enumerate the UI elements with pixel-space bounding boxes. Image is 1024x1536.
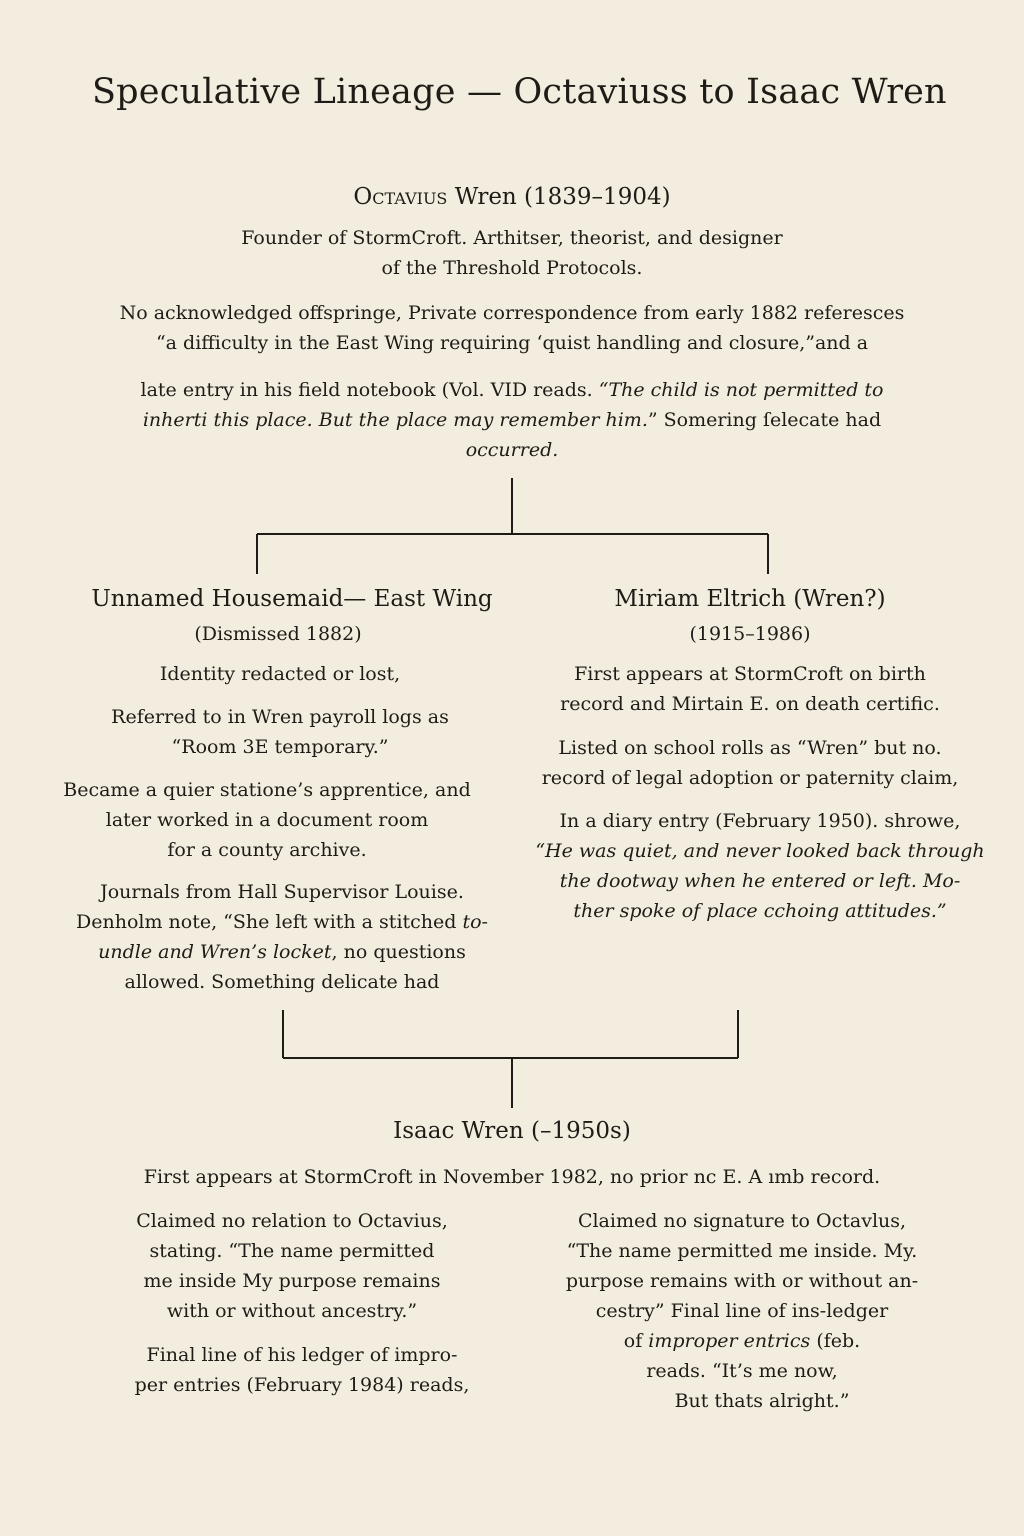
octavius-name-rest: Wren (1839–1904) <box>447 184 671 210</box>
housemaid-italic: to- <box>462 911 488 933</box>
isaac-right-text: (feb. <box>810 1330 861 1352</box>
isaac-left-line: per entries (February 1984) reads, <box>134 1374 470 1396</box>
octavius-quote: “The child is not permitted to <box>598 379 884 401</box>
octavius-quote: inherti this place. But the place may remember him. <box>142 409 648 431</box>
miriam-quote: “He was quiet, and never looked back through <box>535 840 985 862</box>
isaac-name: Isaac Wren (–1950s) <box>393 1118 631 1144</box>
housemaid-subtitle: (Dismissed 1882) <box>194 623 362 645</box>
housemaid-line: allowed. Something delicate had <box>124 971 440 993</box>
housemaid-text: , no questions <box>331 941 466 963</box>
housemaid-p2 <box>70 702 490 762</box>
housemaid-p1: Identity redacted or lost, <box>159 663 401 685</box>
isaac-left-line: Claimed no relation to Octavius, <box>136 1210 448 1232</box>
housemaid-line: later worked in a document room <box>105 809 429 831</box>
isaac-left-line: stating. “The name permitted <box>149 1240 435 1262</box>
isaac-left-line: Final line of his ledger of impro- <box>146 1344 458 1366</box>
housemaid-p4 <box>62 877 502 997</box>
isaac-right-line: cestry” Final line of ins-ledger <box>595 1300 889 1322</box>
miriam-line: First appears at StormCroft on birth <box>574 663 926 685</box>
isaac-right-col <box>512 1206 972 1416</box>
page-title: Speculative Lineage — Octaviuss to Isaac Wren <box>92 72 947 112</box>
octavius-role <box>112 223 912 283</box>
housemaid-italic: undle and Wren’s locket <box>98 941 332 963</box>
octavius-note-end: occurred. <box>465 439 559 461</box>
isaac-right-line: But thats alright.” <box>674 1390 850 1412</box>
octavius-note-line: No acknowledged offspringe, Private correspondence from early 1882 referesces <box>119 302 905 324</box>
octavius-note-line: “a difficulty in the East Wing requiring ‘quist handling and closure,”and a <box>155 332 869 354</box>
housemaid-line: Referred to in Wren payroll logs as <box>111 706 449 728</box>
miriam-quote: ther spoke of place cchoing attitudes.” <box>573 900 947 922</box>
octavius-note-text: ” Somering ſelecate had <box>647 409 882 431</box>
isaac-right-line: reads. “It’s me now, <box>646 1360 838 1382</box>
miriam-line: In a diary entry (February 1950). shrowe, <box>559 810 961 832</box>
housemaid-line: Became a quier statione’s apprentice, and <box>63 779 471 801</box>
miriam-p1 <box>520 659 980 719</box>
isaac-right-line: “The name permitted me inside. My. <box>566 1240 918 1262</box>
isaac-left-line: with or without ancestry.” <box>166 1300 418 1322</box>
housemaid-line: “Room 3E temporary.” <box>171 736 389 758</box>
miriam-subtitle: (1915–1986) <box>689 623 811 645</box>
isaac-right-line: purpose remains with or without an- <box>565 1270 919 1292</box>
miriam-name: Miriam Eltrich (Wren?) <box>614 586 886 612</box>
isaac-right-text: of <box>623 1330 649 1352</box>
miriam-line: record and Mirtain E. on death certific. <box>560 693 940 715</box>
housemaid-name: Unnamed Housemaid— East Wing <box>91 586 493 612</box>
isaac-left-col <box>82 1206 502 1326</box>
isaac-intro: First appears at StormCroft in November 1982, no prior nc E. A ımb record. <box>143 1166 881 1188</box>
octavius-role-line: Founder of StormCroft. Arthitser, theorist, and designer <box>241 227 783 249</box>
miriam-line: Listed on school rolls as “Wren” but no. <box>558 737 942 759</box>
housemaid-text: Denholm note, “She left with a stitched <box>76 911 463 933</box>
housemaid-p3 <box>52 775 482 865</box>
miriam-line: record of legal adoption or paternity claim, <box>541 767 959 789</box>
octavius-name <box>212 184 812 210</box>
isaac-right-italic: improper entrics <box>648 1330 811 1352</box>
octavius-name-first: Octavius <box>353 184 448 210</box>
miriam-p3 <box>520 806 1000 926</box>
isaac-left-line: me inside My purpose remains <box>143 1270 441 1292</box>
isaac-right-line: Claimed no signature to Octavlus, <box>577 1210 907 1232</box>
octavius-note <box>62 298 962 358</box>
octavius-role-line: of the Threshold Protocols. <box>381 257 643 279</box>
miriam-p2 <box>510 733 990 793</box>
isaac-left-ledger <box>82 1340 522 1400</box>
octavius-note-text: late entry in his field notebook (Vol. VID reads. <box>140 379 599 401</box>
octavius-notebook <box>62 375 962 465</box>
housemaid-line: for a county archive. <box>167 839 367 861</box>
housemaid-line: Journals from Hall Supervisor Louise. <box>100 881 464 903</box>
miriam-quote: the dootway when he entered or left. Mo- <box>559 870 961 892</box>
